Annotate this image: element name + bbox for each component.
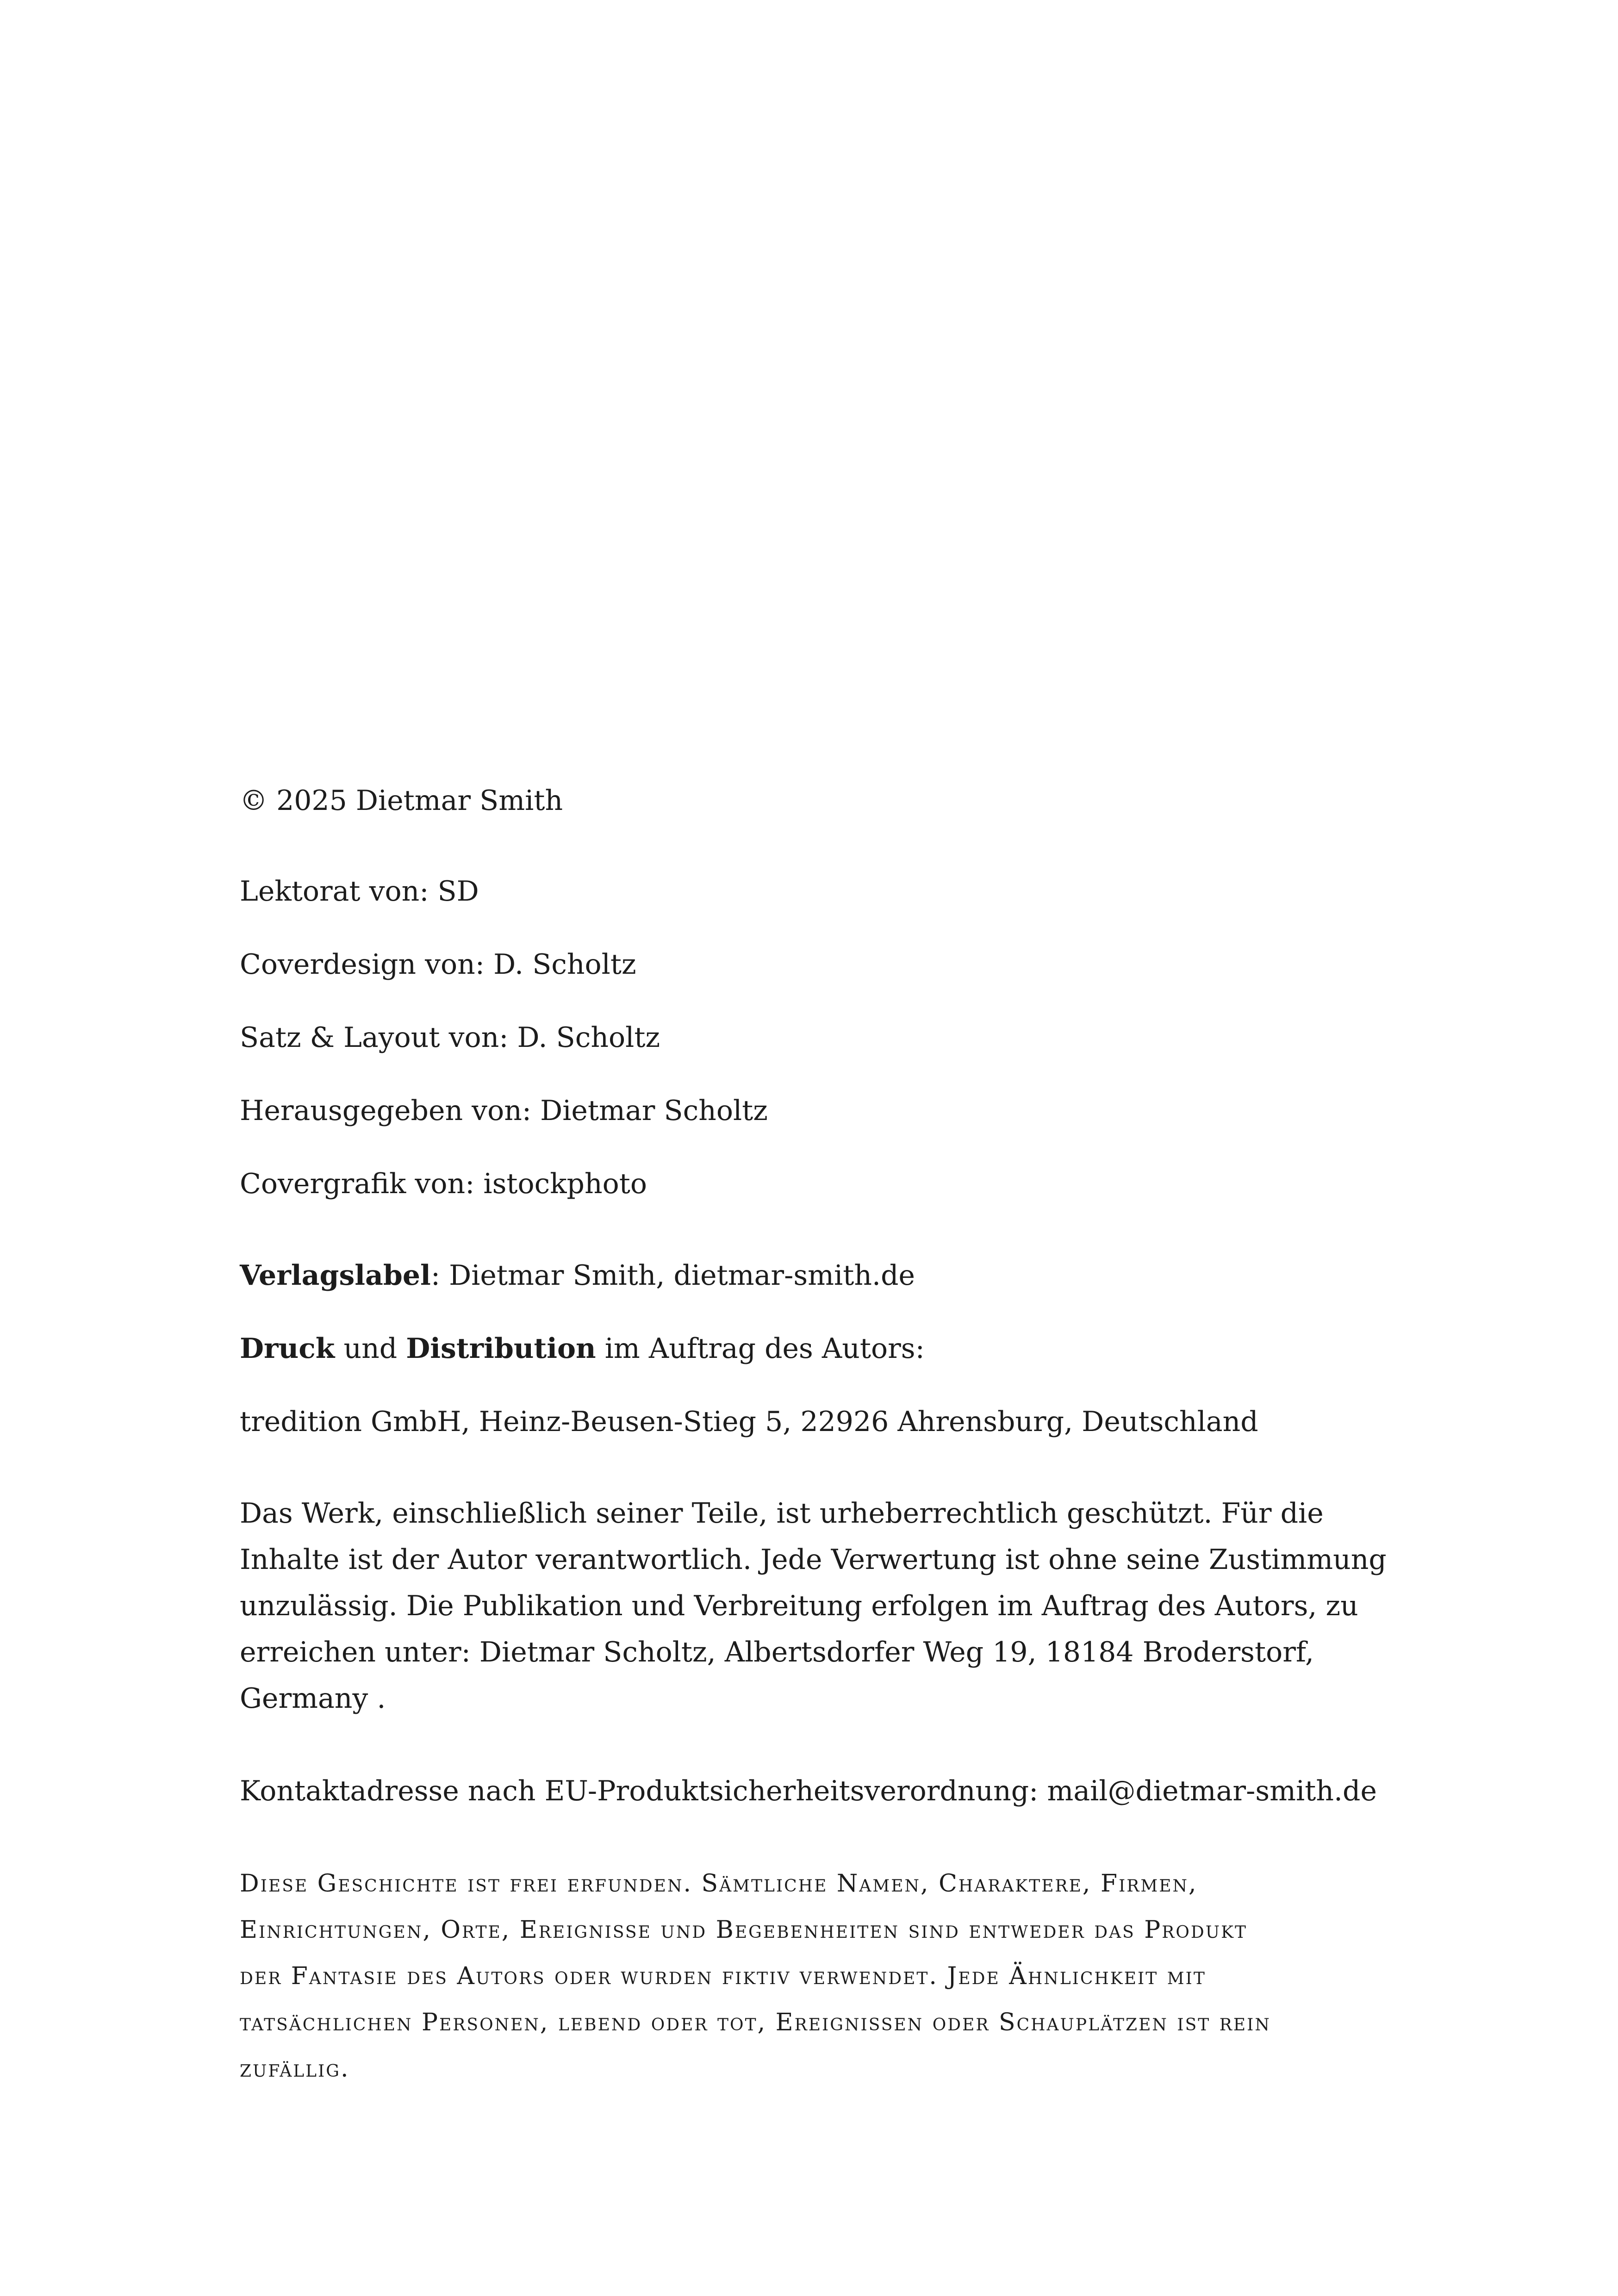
print-and: und: [335, 1332, 406, 1365]
publisher-label-term: Verlagslabel: [240, 1259, 431, 1292]
rights-line: Inhalte ist der Autor verantwortlich. Jede Verwertung ist ohne seine Zustimmung: [240, 1543, 1387, 1576]
disclaimer-line: der Fantasie des Autors oder wurden fiktiv verwendet. Jede Ähnlichkeit mit: [240, 1962, 1206, 1990]
disclaimer-line: Diese Geschichte ist frei erfunden. Sämtliche Namen, Charaktere, Firmen,: [240, 1870, 1198, 1898]
copyright-line: © 2025 Dietmar Smith: [240, 784, 563, 817]
rights-line: Germany .: [240, 1682, 386, 1715]
print-rest: im Auftrag des Autors:: [596, 1332, 925, 1365]
print-term: Druck: [240, 1332, 335, 1365]
credit-satz-layout: Satz & Layout von: D. Scholtz: [240, 1021, 660, 1054]
publisher-label-value: : Dietmar Smith, dietmar-smith.de: [430, 1259, 915, 1292]
credit-covergrafik: Covergrafik von: istockphoto: [240, 1168, 647, 1200]
print-distribution-line: [240, 1325, 925, 1372]
disclaimer-line: zufällig.: [240, 2055, 350, 2083]
rights-line: unzulässig. Die Publikation und Verbreitung erfolgen im Auftrag des Autors, zu: [240, 1590, 1358, 1622]
distribution-term: Distribution: [406, 1332, 596, 1365]
rights-paragraph: [240, 1490, 1425, 1722]
contact-line: Kontaktadresse nach EU-Produktsicherheitsverordnung: mail@dietmar-smith.de: [240, 1775, 1377, 1807]
credit-herausgeber: Herausgegeben von: Dietmar Scholtz: [240, 1095, 768, 1127]
fiction-disclaimer: [240, 1860, 1425, 2092]
credit-lektorat: Lektorat von: SD: [240, 875, 479, 908]
credit-coverdesign: Coverdesign von: D. Scholtz: [240, 948, 636, 981]
rights-line: Das Werk, einschließlich seiner Teile, ist urheberrechtlich geschützt. Für die: [240, 1497, 1324, 1530]
publisher-label-line: [240, 1252, 915, 1299]
printer-address: tredition GmbH, Heinz-Beusen-Stieg 5, 22926 Ahrensburg, Deutschland: [240, 1406, 1258, 1438]
disclaimer-line: tatsächlichen Personen, lebend oder tot, Ereignissen oder Schauplätzen ist rein: [240, 2009, 1271, 2036]
rights-line: erreichen unter: Dietmar Scholtz, Albertsdorfer Weg 19, 18184 Broderstorf,: [240, 1636, 1314, 1668]
disclaimer-line: Einrichtungen, Orte, Ereignisse und Begebenheiten sind entweder das Produkt: [240, 1916, 1247, 1944]
